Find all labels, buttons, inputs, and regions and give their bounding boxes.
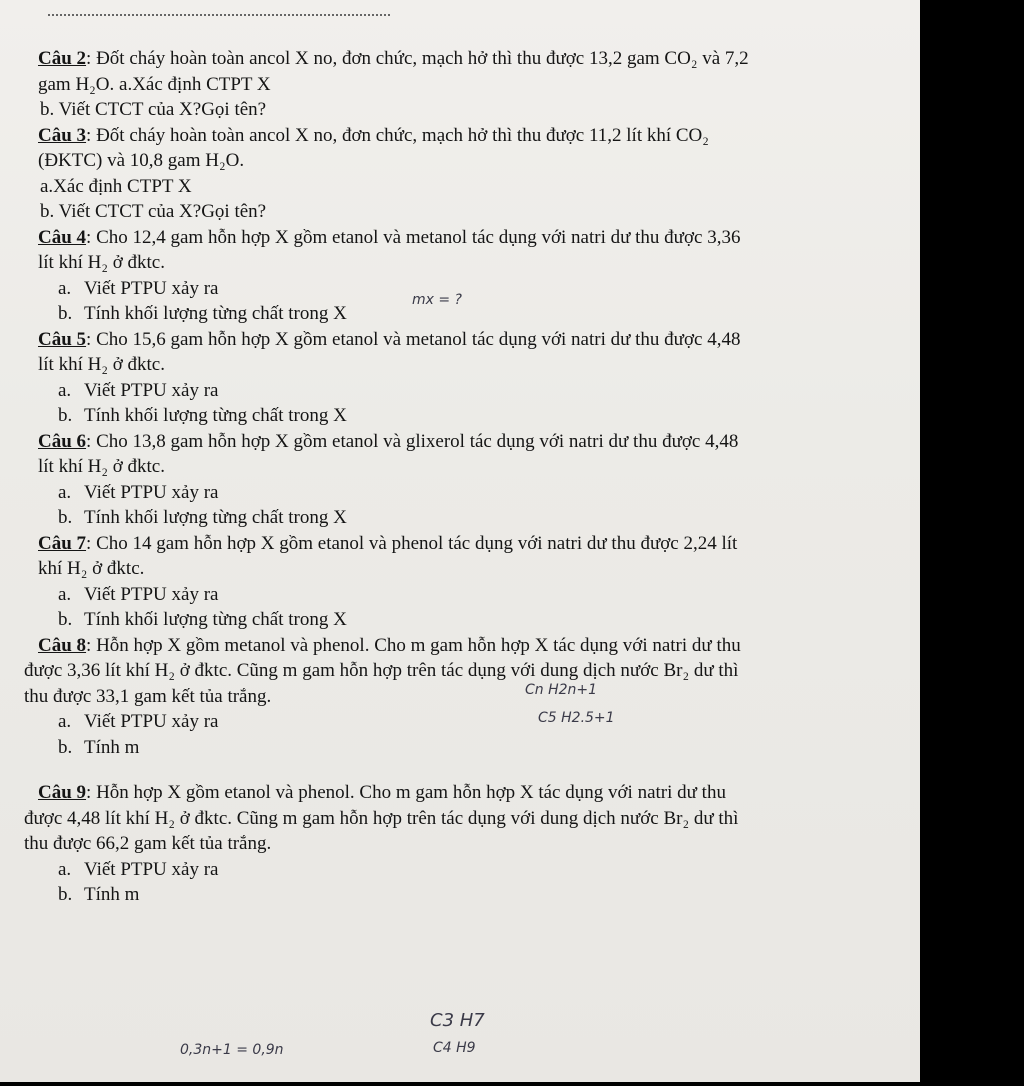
dotted-divider — [48, 14, 390, 16]
sub-item: b. Tính khối lượng từng chất trong X — [58, 609, 347, 630]
sub-item: a. Viết PTPU xảy ra — [58, 277, 219, 299]
question-4 — [24, 225, 894, 327]
question-line: lít khí H₂ ở đktc. — [38, 456, 165, 477]
question-6 — [24, 429, 894, 531]
question-heading: Câu 6 — [38, 430, 87, 452]
question-line: Câu 2: Đốt cháy hoàn toàn ancol X no, đơn chức, mạch hở thì thu được 13,2 gam CO₂ và 7,2 — [38, 48, 749, 69]
question-line: Câu 8: Hỗn hợp X gồm metanol và phenol. Cho m gam hỗn hợp X tác dụng với natri dư thu — [38, 634, 741, 656]
question-line: gam H₂O. a.Xác định CTPT X — [38, 73, 271, 95]
question-line: Câu 5: Cho 15,6 gam hỗn hợp X gồm etanol và metanol tác dụng với natri dư thu được 4,48 — [38, 328, 741, 350]
sub-item: a. Viết PTPU xảy ra — [58, 583, 219, 605]
question-9 — [24, 780, 894, 908]
question-line: được 3,36 lít khí H₂ ở đktc. Cũng m gam hỗn hợp trên tác dụng với dung dịch nước Br₂ dư thì — [24, 660, 739, 681]
question-heading: Câu 5 — [38, 328, 87, 350]
question-7 — [24, 531, 894, 633]
question-line: Câu 3: Đốt cháy hoàn toàn ancol X no, đơn chức, mạch hở thì thu được 11,2 lít khí CO₂ — [38, 124, 709, 146]
question-line: thu được 33,1 gam kết tủa trắng. — [24, 685, 272, 707]
question-line: b. Viết CTCT của X?Gọi tên? — [40, 99, 267, 120]
sub-item: a. Viết PTPU xảy ra — [58, 481, 219, 503]
sub-item: a. Viết PTPU xảy ra — [58, 379, 219, 401]
sub-item: a. Viết PTPU xảy ra — [58, 858, 219, 880]
question-line: được 4,48 lít khí H₂ ở đktc. Cũng m gam hỗn hợp trên tác dụng với dung dịch nước Br₂ dư thì — [24, 807, 739, 829]
question-heading: Câu 4 — [38, 226, 87, 248]
question-line: thu được 66,2 gam kết tủa trắng. — [24, 833, 272, 854]
handwritten-note: mx = ? — [412, 292, 462, 308]
sub-item: b. Tính khối lượng từng chất trong X — [58, 303, 347, 324]
sub-item: b. Tính m — [58, 884, 140, 905]
sub-item: a. Viết PTPU xảy ra — [58, 711, 219, 732]
question-2 — [24, 46, 894, 123]
sub-item: b. Tính m — [58, 736, 140, 758]
handwritten-note: Cn H2n+1 — [525, 682, 598, 698]
question-line: Câu 4: Cho 12,4 gam hỗn hợp X gồm etanol và metanol tác dụng với natri dư thu được 3,36 — [38, 226, 741, 248]
question-line: b. Viết CTCT của X?Gọi tên? — [40, 201, 267, 222]
handwritten-note: C4 H9 — [433, 1040, 476, 1056]
spacer — [24, 760, 894, 780]
question-heading: Câu 7 — [38, 532, 87, 554]
question-line: (ĐKTC) và 10,8 gam H₂O. — [38, 150, 245, 171]
question-line: lít khí H₂ ở đktc. — [38, 252, 165, 273]
question-line: Câu 7: Cho 14 gam hỗn hợp X gồm etanol và phenol tác dụng với natri dư thu được 2,24 lít — [38, 532, 738, 554]
handwritten-note: C5 H2.5+1 — [538, 710, 615, 726]
question-8 — [24, 633, 894, 761]
sub-item: b. Tính khối lượng từng chất trong X — [58, 507, 347, 528]
question-line: a.Xác định CTPT X — [40, 175, 192, 197]
question-heading: Câu 2 — [38, 48, 87, 69]
question-list — [24, 46, 894, 908]
question-heading: Câu 9 — [38, 782, 87, 803]
question-line: lít khí H₂ ở đktc. — [38, 354, 165, 375]
question-line: khí H₂ ở đktc. — [38, 558, 145, 579]
handwritten-note: 0,3n+1 = 0,9n — [180, 1042, 284, 1058]
question-line: Câu 6: Cho 13,8 gam hỗn hợp X gồm etanol và glixerol tác dụng với natri dư thu được 4,48 — [38, 430, 739, 452]
question-line: Câu 9: Hỗn hợp X gồm etanol và phenol. Cho m gam hỗn hợp X tác dụng với natri dư thu — [38, 782, 726, 803]
question-heading: Câu 8 — [38, 634, 87, 656]
handwritten-note: C3 H7 — [430, 1010, 485, 1031]
question-heading: Câu 3 — [38, 124, 87, 146]
question-5 — [24, 327, 894, 429]
question-3 — [24, 123, 894, 225]
sub-item: b. Tính khối lượng từng chất trong X — [58, 405, 347, 426]
